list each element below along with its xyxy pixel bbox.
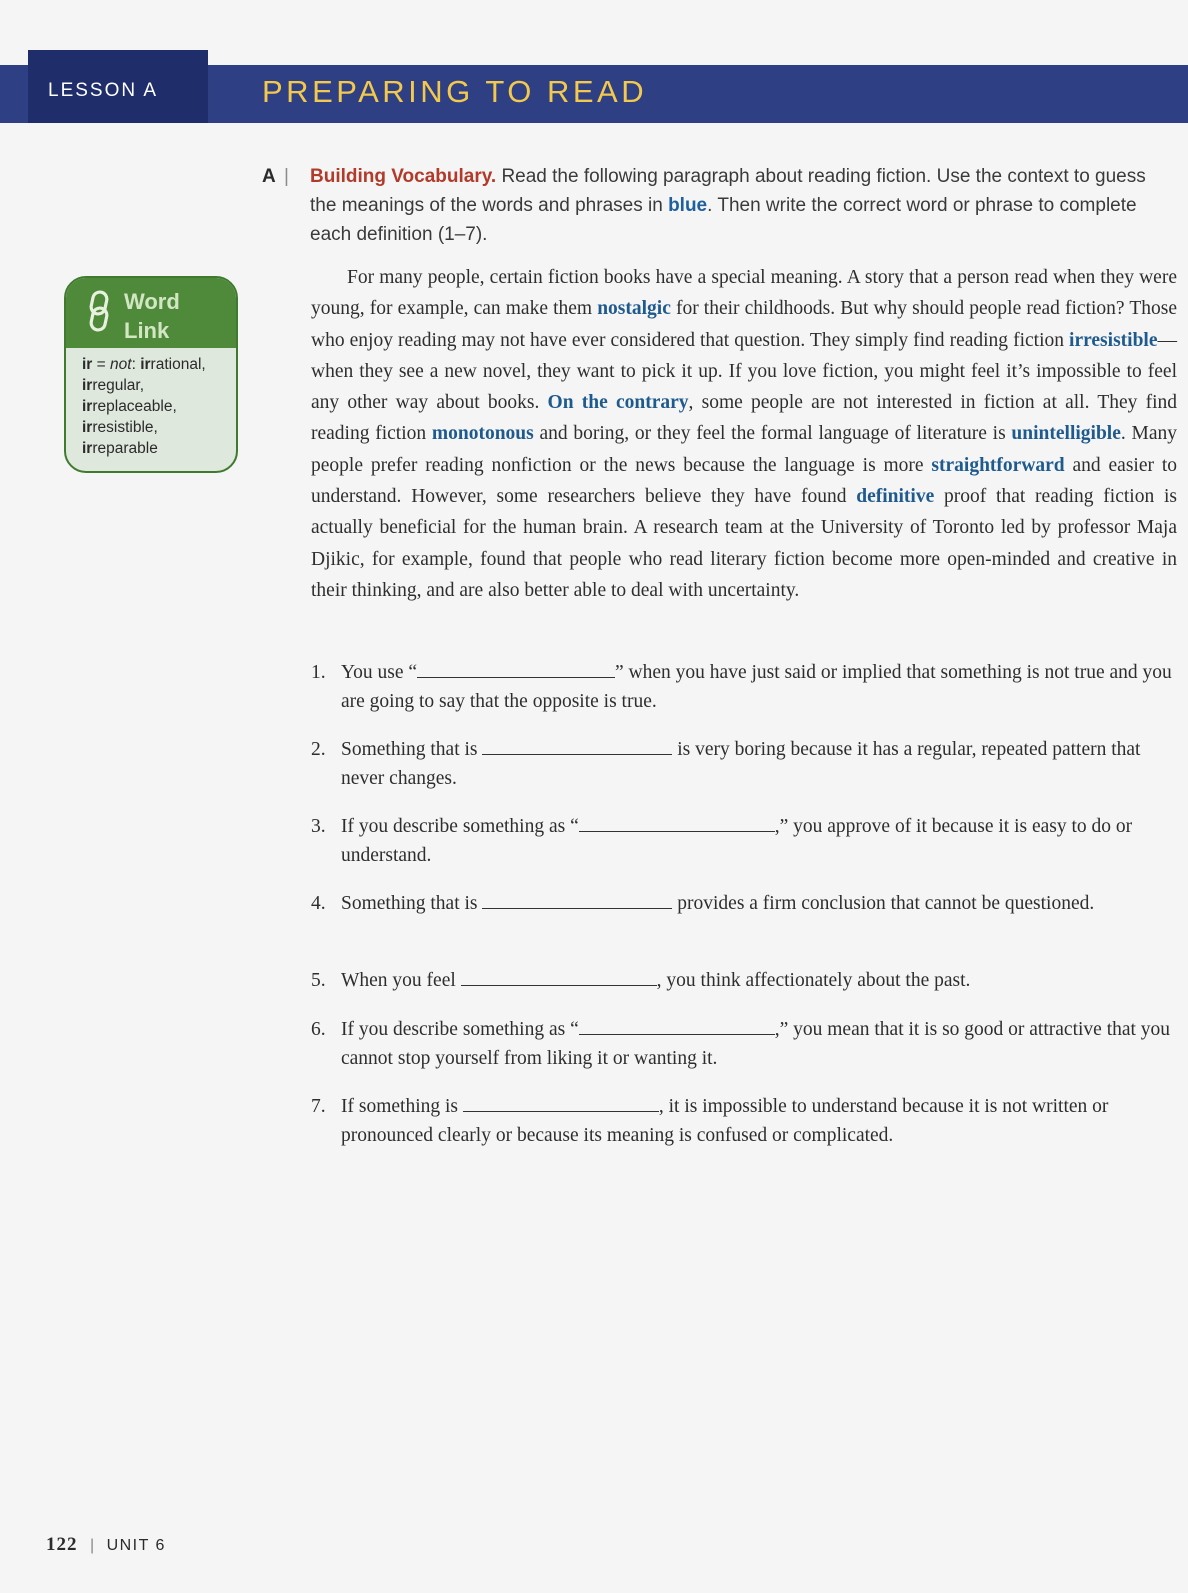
item-text-before: Something that is [341,893,483,914]
paragraph-text: and easier to understand. However, some researchers believe they have found [311,454,1177,508]
footer-separator: | [89,1537,95,1554]
answer-blank-7[interactable] [463,1095,659,1112]
paragraph-text: , some people are not interested in fiction at all. They find reading fiction [311,392,1178,445]
exercise-instruction [262,162,1174,249]
item-number: 4. [311,893,326,914]
vocab-word-irresistible: irresistible [1069,329,1158,351]
paragraph-text: and boring, or they feel the formal language of literature is [533,423,1012,445]
word-link-header [66,278,236,348]
item-text-before: If you describe something as “ [341,1019,579,1040]
instruction-part1: Read the following paragraph about reading fiction. Use the context to guess the meanings of the words and phrases in [310,166,1146,216]
item-text-before: You use “ [341,662,418,683]
paragraph-text: proof that reading fiction is actually beneficial for the human brain. A research team at the University of Toronto led by professor Maja Djikic, for example, found that people who read literary fiction become more open-minded and creative in their thinking, and are also better able to deal with uncertainty. [311,486,1177,601]
item-text-after: ,” you approve of it because it is easy to do or understand. [341,816,1133,866]
word-link-rule [82,354,226,375]
paragraph-text: . Many people prefer reading nonfiction or the news because the language is more [311,423,1177,476]
word-link-example [82,417,226,438]
answer-blank-3[interactable] [579,815,775,832]
lesson-label: LESSON A [48,80,158,101]
vocab-word-monotonous: monotonous [431,423,534,445]
example-prefix: ir [82,440,93,457]
example-prefix: ir [140,356,151,373]
definition-item-5 [311,966,1177,995]
item-text-after: , it is impossible to understand because it is not written or pronounced clearly or because its meaning is confused or complicated. [341,1096,1109,1146]
rule-colon: : [131,356,141,373]
answer-blank-5[interactable] [461,969,657,986]
item-number: 5. [311,970,326,991]
exercise-heading: Building Vocabulary. [310,166,497,187]
definition-item-2 [311,735,1177,793]
item-text-after: ” when you have just said or implied that something is not true and you are going to say that the opposite is true. [341,662,1172,712]
definition-item-6 [311,1015,1177,1073]
definition-item-4 [311,889,1177,918]
example-rest: regular, [92,377,145,394]
vocab-word-nostalgic: nostalgic [597,298,671,320]
item-text-after: ,” you mean that it is so good or attractive that you cannot stop yourself from liking it or wanting it. [341,1019,1171,1069]
word-link-box [64,276,238,473]
example-prefix: ir [82,419,93,436]
word-link-example [82,396,226,417]
item-text-before: Something that is [341,739,483,760]
example-rest: resistible, [92,419,158,436]
paragraph-text: for their childhoods. But why should people read fiction? Those who enjoy reading may not have ever considered that question. They simply find reading fiction [311,298,1177,351]
example-prefix: ir [82,398,93,415]
definition-item-3 [311,812,1177,870]
item-text-before: When you feel [341,970,461,991]
example-prefix: ir [82,377,93,394]
section-title: PREPARING TO READ [262,74,648,109]
rule-meaning: not [110,356,132,373]
item-text-after: is very boring because it has a regular, repeated pattern that never changes. [341,739,1141,789]
instruction-part2: . Then write the correct word or phrase to complete each definition (1–7). [310,195,1137,245]
chain-link-icon [86,290,112,332]
paragraph-text: —when they see a new novel, they want to pick it up. If you love fiction, you might feel it’s impossible to feel any other way about books. [311,329,1177,414]
word-link-example [82,438,226,459]
answer-blank-4[interactable] [482,892,672,909]
vocab-word-straightforward: straightforward [931,454,1065,476]
instruction-blue-word: blue [668,195,708,216]
definition-item-7 [311,1092,1177,1150]
reading-paragraph [311,262,1177,606]
vocab-word-unintelligible: unintelligible [1011,423,1121,445]
answer-blank-6[interactable] [579,1018,775,1035]
item-number: 1. [311,662,326,683]
answer-blank-1[interactable] [417,661,615,678]
page-footer [46,1534,166,1556]
item-text-before: If something is [341,1096,463,1117]
item-text-after: , you think affectionately about the past. [656,970,971,991]
item-number: 7. [311,1096,326,1117]
item-text-before: If you describe something as “ [341,816,579,837]
answer-blank-2[interactable] [482,738,672,755]
exercise-letter: A [262,166,276,187]
example-rest: replaceable, [92,398,177,415]
item-text-after: provides a firm conclusion that cannot be questioned. [672,893,1095,914]
word-link-title-word: Word [124,289,180,314]
word-link-body [66,348,236,459]
example-rest: rational, [150,356,206,373]
item-number: 6. [311,1019,326,1040]
word-link-title-link: Link [124,318,170,343]
item-number: 2. [311,739,326,760]
vocab-word-on-the-contrary: On the contrary [547,392,689,414]
rule-prefix: ir [82,356,93,373]
instruction-text [310,162,1174,249]
definition-item-1 [311,658,1177,716]
item-number: 3. [311,816,326,837]
word-link-example [82,375,226,396]
exercise-separator: | [284,166,289,187]
example-rest: reparable [92,440,158,457]
vocab-word-definitive: definitive [856,486,935,508]
unit-label: UNIT 6 [106,1537,166,1554]
word-link-title [124,287,180,345]
paragraph-text: For many people, certain fiction books have a special meaning. A story that a person read when they were young, for example, can make them [311,267,1177,320]
rule-eq: = [92,356,111,373]
page-number: 122 [46,1534,78,1555]
